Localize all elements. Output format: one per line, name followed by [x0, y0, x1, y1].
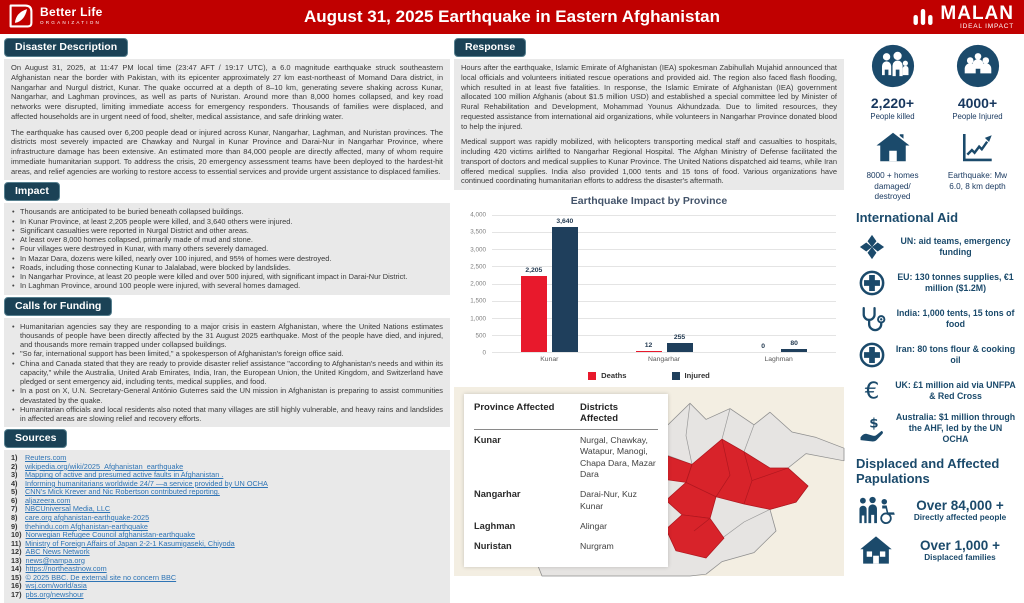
- damaged-home-icon: [875, 131, 911, 163]
- stat-label: People Injured: [952, 112, 1003, 121]
- districts-cell: Alingar: [580, 520, 608, 531]
- impact-bullet: • Thousands are anticipated to be buried beneath collapsed buildings.: [11, 207, 443, 216]
- source-link[interactable]: NBCUniversal Media, LLC: [25, 504, 111, 514]
- source-link[interactable]: aljazeera.com: [25, 495, 71, 505]
- response-panel: [454, 59, 844, 190]
- brand-subtitle: IDEAL IMPACT: [959, 23, 1014, 30]
- stat-label: 8000 + homes damaged/ destroyed: [866, 171, 919, 201]
- source-number: 8): [11, 512, 18, 522]
- districts-cell: Nurgal, Chawkay, Watapur, Manogi, Chapa Dara, Mazar Dara: [580, 435, 656, 479]
- source-number: 11): [11, 538, 22, 548]
- source-number: 9): [11, 521, 18, 531]
- source-link[interactable]: care.org afghanistan-earthquake-2025: [25, 512, 150, 522]
- aid-item: [846, 409, 1024, 448]
- section-tab-response: Response: [454, 38, 526, 57]
- aid-text: UN: aid teams, emergency funding: [900, 236, 1011, 258]
- legend-item: [672, 371, 710, 380]
- international-aid-heading: International Aid: [856, 210, 959, 226]
- y-axis-tick: 3,500: [470, 228, 486, 236]
- funding-bullet: • Humanitarian agencies say they are responding to a major crisis in eastern Afghanistan, where the United Nations estimates thousands of people have been directly affected by the 31 August 2025 earthquake. Most of the people have died, and injured, and thousands more remain trapped under collapsed buildings.: [11, 322, 443, 350]
- y-axis-tick: 500: [475, 332, 486, 340]
- legend-label: Injured: [684, 371, 710, 380]
- legend-label: Deaths: [601, 371, 627, 380]
- province-cell: Nuristan: [474, 541, 512, 552]
- province-cell: Nangarhar: [474, 489, 521, 500]
- source-number: 5): [11, 487, 18, 497]
- source-number: 1): [11, 453, 18, 463]
- source-number: 10): [11, 530, 22, 540]
- bar-group: [607, 215, 722, 352]
- source-link[interactable]: ABC News Network: [25, 547, 90, 557]
- displaced-house-icon: [854, 534, 898, 566]
- source-link[interactable]: news@nampa.org: [25, 555, 85, 565]
- table-row: [474, 516, 658, 536]
- page-title: August 31, 2025 Earthquake in Eastern Afghanistan: [304, 7, 720, 26]
- displaced-list: [846, 490, 1024, 570]
- aid-text: Australia: $1 million through the AHF, led by the UN OCHA: [895, 412, 1016, 444]
- disaster-paragraph-1: On August 31, 2025, at 11:47 PM local time (23:47 AFT / 19:17 UTC), a 6.0 magnitude earthquake struck southeastern Afghanistan near the border with Pakistan, with its epicenter approximately 27 km east-northeast of Momand Dara district, in Nangarhar and Nurgul district, Kunar. The quake occurred at a depth of 8–10 km, generating severe shaking across Kunar, Nangarhar, and Laghman provinces, as well as parts of Nuristan. Around more than 8,000 homes collapsed, and key road networks were disrupted, limiting immediate access for emergency responders. Thousands of families were displaced, and affected households are in urgent need of food, shelter, medical assistance, and safe drinking water.: [11, 63, 443, 121]
- table-header-districts: Districts Affected: [580, 402, 619, 424]
- bar-value-label: 80: [790, 340, 798, 348]
- table-header-row: [474, 402, 658, 430]
- source-number: 16): [11, 581, 22, 591]
- table-row: [474, 430, 658, 484]
- y-axis-tick: 1,000: [470, 315, 486, 322]
- middle-column: [454, 36, 844, 576]
- response-paragraph-2: Medical support was rapidly mobilized, with helicopters transporting medical staff and casualties to hospitals, including 420 victims airlifted to Nangarhar Regional Hospital. The Afghan Ministry of Defense facilitated the transport of doctors and medical supplies to Kunar Province. The United Nations dispatched aid teams, while Iran offered medical supplies. India also provided 1,000 tents and 15 tons of food. Various organizations have continued coordinating humanitarian efforts to address the disaster's aftermath.: [461, 137, 837, 186]
- aid-item: [846, 265, 1024, 301]
- table-row: [474, 536, 658, 556]
- bar-wrap: [750, 215, 776, 352]
- affected-area-map: [454, 387, 844, 576]
- stat-value: 2,220+: [870, 95, 915, 111]
- y-axis-tick: 0: [482, 349, 486, 357]
- impact-bullet: • Roads, including those connecting Kunar to Jalalabad, were blocked by landslides.: [11, 263, 443, 272]
- leaf-logo-icon: [8, 3, 34, 29]
- bar-deaths: [521, 276, 547, 352]
- bar-injured: [552, 227, 578, 352]
- stat-label: People killed: [870, 112, 915, 121]
- medical-cross-icon: [854, 340, 890, 370]
- sources-list: [4, 450, 450, 603]
- y-axis-tick: 1,500: [470, 297, 486, 305]
- bar-injured: [781, 349, 807, 352]
- source-number: 14): [11, 564, 22, 574]
- people-injured-icon: [956, 44, 1000, 88]
- aid-item: [846, 301, 1024, 337]
- impact-bullet: • In Nangarhar Province, at least 20 people were killed and over 500 injured, with significant impact in Darai-Nur District.: [11, 272, 443, 281]
- funding-list: [4, 318, 450, 428]
- aid-text: EU: 130 tonnes supplies, €1 million ($1.2M): [897, 272, 1014, 294]
- affected-people-icon: [854, 494, 898, 526]
- source-link[interactable]: Ministry of Foreign Affairs of Japan 2-2-1 Kasumigaseki, Chiyoda: [25, 538, 235, 548]
- source-number: 6): [11, 495, 18, 505]
- table-body: [474, 430, 658, 557]
- legend-swatch-icon: [588, 372, 596, 380]
- chart-xaxis: [492, 353, 836, 363]
- org-subtitle: ORGANIZATION: [40, 20, 102, 26]
- svg-text:€: €: [864, 378, 880, 405]
- aid-list: [846, 229, 1024, 448]
- section-tab-impact: Impact: [4, 182, 60, 201]
- displaced-value: Over 84,000 +: [916, 497, 1004, 513]
- people-killed-icon: [871, 44, 915, 88]
- source-link[interactable]: Informing humanitarians worldwide 24/7 —a service provided by UN OCHA: [25, 478, 268, 488]
- funding-bullet: • In a post on X, U.N. Secretary-General António Guterres said the UN mission in Afghanistan is preparing to assist communities devastated by the quake.: [11, 386, 443, 405]
- stat-card: [850, 44, 935, 121]
- aid-text: Iran: 80 tons flour & cooking oil: [895, 344, 1016, 366]
- source-number: 3): [11, 470, 18, 480]
- section-tab-sources: Sources: [4, 429, 67, 448]
- y-axis-tick: 3,000: [470, 246, 486, 253]
- chart-plot: [492, 215, 836, 353]
- source-number: 13): [11, 555, 22, 565]
- source-link[interactable]: © 2025 BBC. De external site no concern BBC: [25, 572, 177, 582]
- bar-wrap: [636, 215, 662, 352]
- aid-text: UK: £1 million aid via UNFPA & Red Cross: [895, 380, 1016, 402]
- casualty-stats: [846, 34, 1024, 121]
- aid-text: India: 1,000 tents, 15 tons of food: [896, 308, 1015, 330]
- earthquake-impact-chart: [454, 190, 844, 385]
- bar-value-label: 0: [761, 343, 766, 350]
- impact-bullet: • At least over 8,000 homes collapsed, primarily made of mud and stone.: [11, 235, 443, 244]
- source-link[interactable]: Reuters.com: [25, 453, 67, 463]
- bar-wrap: [552, 215, 578, 352]
- source-link[interactable]: wikipedia.org/wiki/2025_Afghanistan_earthquake: [25, 461, 184, 471]
- source-number: 2): [11, 461, 18, 471]
- funding-bullet: • Humanitarian officials and local residents also noted that many villages are still highly vulnerable, and heavy rains and landslides in affected areas are slowing relief and recovery efforts.: [11, 405, 443, 424]
- districts-cell: Nurgram: [580, 541, 614, 552]
- displaced-item: [846, 530, 1024, 570]
- legend-swatch-icon: [672, 372, 680, 380]
- bar-group: [492, 215, 607, 352]
- bar-deaths: [636, 351, 662, 352]
- medical-cross-icon: [854, 268, 890, 298]
- bars-icon: [913, 6, 933, 28]
- legend-item: [588, 371, 626, 380]
- header: [0, 0, 1024, 34]
- funding-bullet: • "So far, international support has been limited," a spokesperson of Afghanistan's foreign office said.: [11, 349, 443, 358]
- bar-value-label: 255: [673, 334, 686, 342]
- funding-bullet: • China and Canada stated that they are ready to provide disaster relief assistance "according to Afghanistan's needs and within its capacity," while the Australia, United Arab Emirates, India, Iran, the European Union, the United Kingdom, and Switzerland have pledged or sent emergency aid, including tents, medical supplies, and food.: [11, 359, 443, 387]
- malan-logo: [913, 4, 1014, 31]
- euro-icon: [854, 376, 890, 406]
- displaced-label: Displaced families: [924, 552, 996, 562]
- stat-value: 4000+: [957, 95, 998, 111]
- chart-title: Earthquake Impact by Province: [570, 195, 728, 207]
- districts-cell: Darai-Nur, Kuz Kunar: [580, 489, 637, 511]
- bar-injured: [667, 343, 693, 352]
- table-row: [474, 484, 658, 516]
- disaster-paragraph-2: The earthquake has caused over 6,200 people dead or injured across Kunar, Nangarhar, Laghman, and Nuristan provinces. The districts most severely impacted are Chawkay and Nurgal in Kunar Province and Darai-Nur in Nangarhar Province, where infrastructure damage has been extensive. An estimated more than 84,000 people are directly affected, many of whom require immediate humanitarian support. To address the crisis, 20 emergency assessment teams have been deployed to the hardest-hit areas, and relief agencies are working to restore access to essential services and provide urgent assistance to displaced families.: [11, 127, 443, 176]
- stat-card: [935, 44, 1020, 121]
- source-item: [11, 591, 443, 600]
- brand-name: MALAN: [940, 3, 1014, 24]
- x-axis-label: Nangarhar: [647, 356, 681, 363]
- chart-yaxis: [462, 211, 489, 357]
- source-item: [11, 488, 443, 497]
- y-axis-tick: 2,500: [470, 263, 486, 271]
- bar-value-label: 3,640: [556, 218, 574, 226]
- bar-wrap: [521, 215, 547, 352]
- section-tab-disaster-description: Disaster Description: [4, 38, 128, 57]
- y-axis-tick: 2,000: [470, 280, 486, 288]
- disaster-description-panel: [4, 59, 450, 180]
- x-axis-label: Laghman: [764, 356, 793, 363]
- org-name: Better Life: [40, 5, 103, 20]
- displaced-item: [846, 490, 1024, 530]
- impact-bullet: • In Kunar Province, at least 2,205 people were killed, and 3,640 others were injured.: [11, 217, 443, 226]
- stethoscope-icon: [854, 304, 890, 334]
- stat-label: Earthquake: Mw 6.0, 8 km depth: [947, 171, 1008, 191]
- stat-card: [850, 131, 935, 202]
- dollar-hand-icon: [854, 414, 890, 444]
- province-cell: Kunar: [474, 435, 501, 445]
- displaced-value: Over 1,000 +: [920, 537, 1000, 553]
- seismograph-icon: [960, 131, 996, 163]
- source-link[interactable]: https://northeastnow.com: [25, 564, 107, 574]
- displaced-label: Directly affected people: [913, 512, 1007, 522]
- impact-list: [4, 203, 450, 294]
- better-life-logo: [8, 3, 103, 29]
- bar-wrap: [667, 215, 693, 352]
- impact-bullet: • Significant casualties were reported in Nurgal District and other areas.: [11, 226, 443, 235]
- section-tab-calls-for-funding: Calls for Funding: [4, 297, 112, 316]
- displaced-heading: Displaced and Affected Papulations: [856, 455, 1000, 486]
- stat-card: [935, 131, 1020, 202]
- x-axis-label: Kunar: [540, 356, 559, 363]
- response-paragraph-1: Hours after the earthquake, Islamic Emirate of Afghanistan (IEA) spokesman Zabihullah Mujahid announced that local officials and volunteers initiated rescue operations and provided aid. The region also faced flash flooding, which resulted in at least five fatalities. In response, the Islamic Emirate of Afghanistan (IEA) government allocated 100 million Afghanis (about $1.5 million USD) and established a special committee led by Minister of Rural Rehabilitation and Development, Mohammad Younus Akhundzada. Due to limited resources, they requested assistance from international aid organizations, while volunteers in Nangarhar Province donated blood to help the injured.: [461, 63, 837, 131]
- source-number: 7): [11, 504, 18, 514]
- source-link[interactable]: CNN's Mick Krever and Nic Robertson contributed reporting.: [25, 487, 220, 497]
- source-number: 12): [11, 547, 22, 557]
- svg-text:$: $: [869, 416, 879, 432]
- chart-legend: [462, 371, 836, 383]
- un-icon: [854, 232, 890, 262]
- chart-area: [462, 211, 836, 357]
- table-header-province: Province Affected: [474, 402, 555, 413]
- bar-group: [721, 215, 836, 352]
- aid-item: [846, 337, 1024, 373]
- source-link[interactable]: pbs.org/newshour: [25, 589, 84, 599]
- sidebar: [846, 34, 1024, 576]
- bar-value-label: 2,205: [525, 267, 543, 275]
- districts-table: [464, 394, 668, 567]
- y-axis-tick: 4,000: [470, 211, 486, 219]
- source-number: 15): [11, 572, 22, 582]
- gridline: [492, 352, 836, 353]
- source-link[interactable]: wsj.com/world/asia: [25, 581, 87, 591]
- aid-item: [846, 229, 1024, 265]
- bar-value-label: 12: [644, 342, 653, 349]
- left-column: [4, 36, 450, 599]
- impact-bullet: • In Laghman Province, around 100 people were injured, with several homes damaged.: [11, 281, 443, 290]
- source-link[interactable]: Norwegian Refugee Council afghanistan-earthquake: [25, 530, 196, 540]
- impact-bullet: • Four villages were destroyed in Kunar, with many others severely damaged.: [11, 244, 443, 253]
- aid-item: [846, 373, 1024, 409]
- source-number: 4): [11, 478, 18, 488]
- source-link[interactable]: Mapping of active and presumed active faults in Afghanistan .: [25, 470, 224, 480]
- province-cell: Laghman: [474, 520, 516, 531]
- source-number: 17): [11, 589, 22, 599]
- bar-wrap: [781, 215, 807, 352]
- damage-stats: [846, 121, 1024, 202]
- impact-bullet: • In Mazar Dara, dozens were killed, nearly over 100 injured, and 95% of homes were destroyed.: [11, 254, 443, 263]
- source-link[interactable]: thehindu.com Afghanistan-earthquake: [25, 521, 148, 531]
